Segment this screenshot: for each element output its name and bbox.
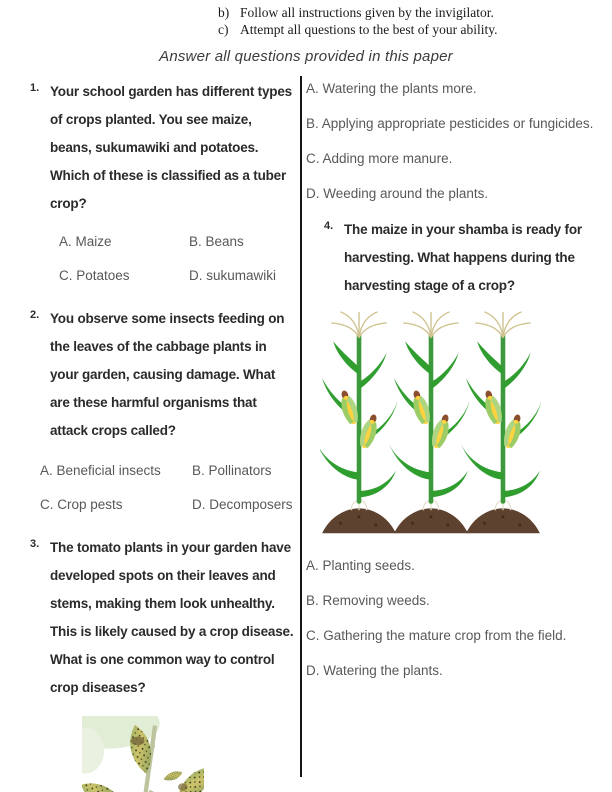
question-1-number: 1. — [30, 82, 40, 94]
question-4-text: The maize in your shamba is ready for harvesting. What happens during the harvesting stage of a crop? — [344, 222, 582, 293]
option-a: A. Watering the plants more. — [306, 81, 477, 96]
section-heading: Answer all questions provided in this paper — [159, 48, 453, 65]
question-4 — [306, 216, 604, 300]
instruction-c-label: c) — [218, 22, 229, 37]
question-2-text: You observe some insects feeding on the leaves of the cabbage plants in your garden, causing damage. What are these harmful organisms that attack crops called? — [50, 311, 285, 438]
option-a: A. Planting seeds. — [306, 558, 415, 573]
option-b: B. Applying appropriate pesticides or fungicides. — [306, 116, 594, 131]
question-3-options — [306, 76, 604, 207]
option-b: B. Removing weeds. — [306, 593, 430, 608]
option-d: D. Weeding around the plants. — [306, 186, 489, 201]
maize-plants-image — [320, 310, 542, 537]
question-1-options — [30, 231, 296, 286]
question-4-options — [306, 553, 604, 684]
question-3 — [30, 534, 296, 702]
diseased-tomato-leaf-image — [82, 716, 204, 792]
left-column — [30, 78, 296, 792]
option-c: C. Adding more manure. — [306, 151, 453, 166]
question-2-options — [30, 460, 296, 515]
option-d: D. Decomposers — [192, 497, 293, 512]
question-2 — [30, 305, 296, 445]
instruction-b-label: b) — [218, 5, 230, 20]
general-instructions — [218, 4, 497, 38]
question-3-text: The tomato plants in your garden have developed spots on their leaves and stems, making them look unhealthy. This is likely caused by a crop disease. What is one common way to control crop diseases? — [50, 540, 294, 695]
right-column — [306, 76, 604, 693]
option-b: B. Beans — [189, 234, 244, 249]
question-1 — [30, 78, 296, 218]
question-3-number: 3. — [30, 538, 40, 550]
instruction-b-text: Follow all instructions given by the invigilator. — [240, 5, 494, 20]
instruction-c-text: Attempt all questions to the best of your ability. — [240, 22, 498, 37]
option-d: D. Watering the plants. — [306, 663, 443, 678]
instruction-c — [218, 21, 497, 38]
option-a: A. Maize — [59, 234, 112, 249]
option-a: A. Beneficial insects — [40, 463, 161, 478]
option-c: C. Potatoes — [59, 268, 130, 283]
question-1-text: Your school garden has different types of crops planted. You see maize, beans, sukumawiki and potatoes. Which of these is classified as a tuber crop? — [50, 84, 292, 211]
column-divider-line — [300, 76, 302, 777]
question-2-number: 2. — [30, 309, 40, 321]
option-c: C. Gathering the mature crop from the field. — [306, 628, 567, 643]
question-4-number: 4. — [324, 220, 334, 232]
option-b: B. Pollinators — [192, 463, 272, 478]
option-d: D. sukumawiki — [189, 268, 277, 283]
instruction-b — [218, 4, 497, 21]
option-c: C. Crop pests — [40, 497, 123, 512]
